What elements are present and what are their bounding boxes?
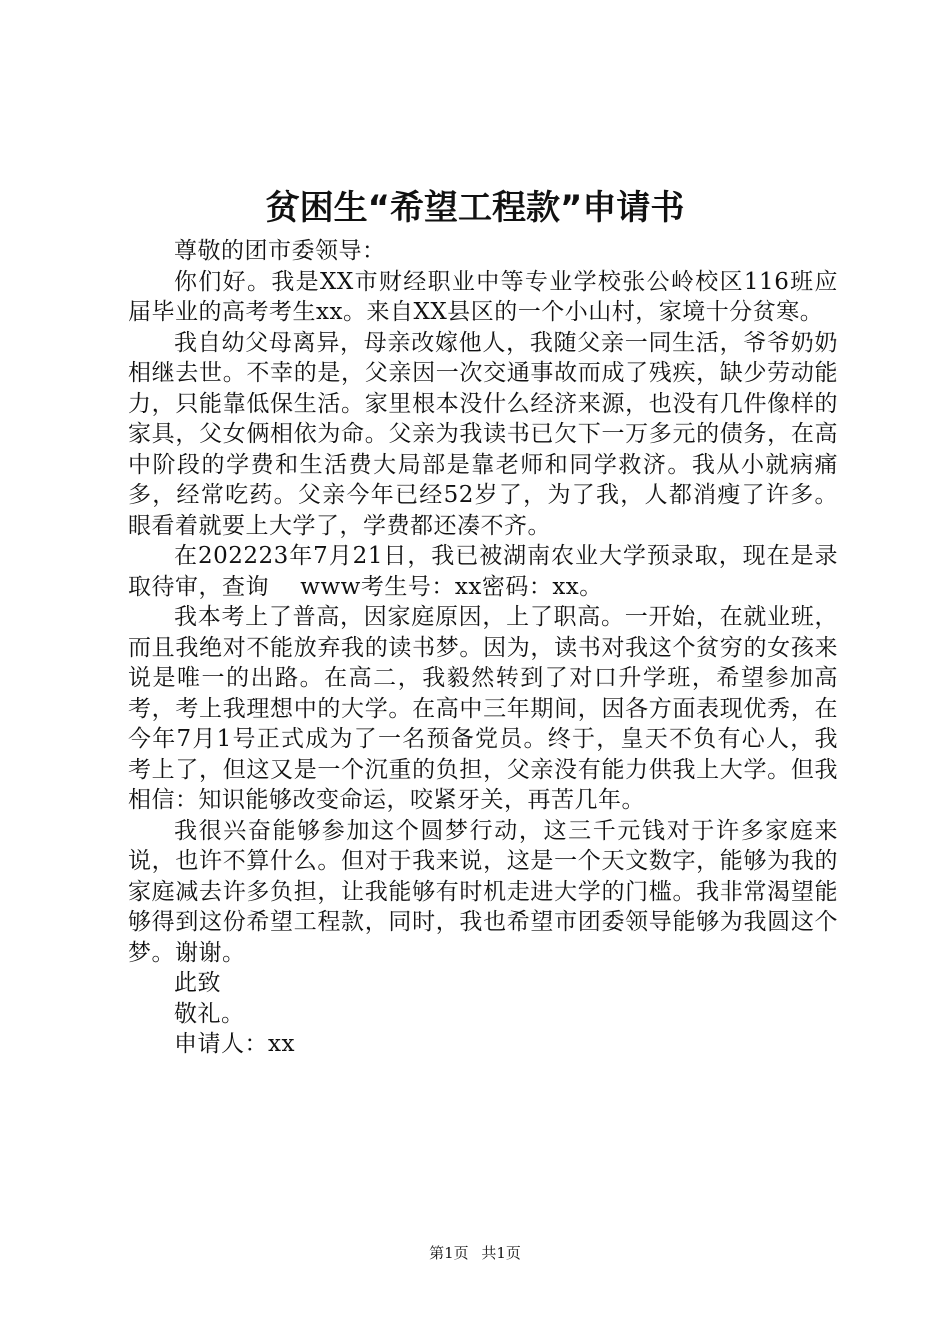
paragraph-1: 你们好。我是XX市财经职业中等专业学校张公岭校区116班应届毕业的高考考生xx。来自XX县区的一个小山村，家境十分贫寒。 — [128, 268, 838, 325]
paragraph-5: 我很兴奋能够参加这个圆梦行动，这三千元钱对于许多家庭来说，也许不算什么。但对于我来说，这是一个天文数字，能够为我的家庭减去许多负担，让我能够有时机走进大学的门槛。我非常渴望能够得到这份希望工程款，同时，我也希望市团委领导能够为我圆这个梦。谢谢。 — [128, 817, 838, 966]
salutation: 尊敬的团市委领导： — [174, 238, 386, 264]
paragraph-3: 在202223年7月21日，我已被湖南农业大学预录取，现在是录取待审，查询 www考生号：xx密码：xx。 — [128, 543, 838, 600]
page-number-total: 共1页 — [481, 1244, 521, 1262]
closing-line-2: 敬礼。 — [174, 1000, 245, 1027]
page-footer — [0, 1243, 950, 1263]
paragraph-2: 我自幼父母离异，母亲改嫁他人，我随父亲一同生活，爷爷奶奶相继去世。不幸的是，父亲因一次交通事故而成了残疾，缺少劳动能力，只能靠低保生活。家里根本没什么经济来源，也没有几件像样的家具，父女俩相依为命。父亲为我读书已欠下一万多元的债务，在高中阶段的学费和生活费大局部是靠老师和同学救济。我从小就病痛多，经常吃药。父亲今年已经52岁了，为了我，人都消瘦了许多。眼看着就要上大学了，学费都还凑不齐。 — [128, 329, 838, 539]
signature: 申请人：xx — [174, 1031, 295, 1057]
page-number-current: 第1页 — [429, 1244, 469, 1262]
document-title: 贫困生“希望工程款”申请书 — [265, 188, 685, 228]
document-body — [128, 236, 838, 1060]
paragraph-4: 我本考上了普高，因家庭原因，上了职高。一开始，在就业班，而且我绝对不能放弃我的读书梦。因为，读书对我这个贫穷的女孩来说是唯一的出路。在高二，我毅然转到了对口升学班，希望参加高考，考上我理想中的大学。在高中三年期间，因各方面表现优秀，在今年7月1号正式成为了一名预备党员。终于，皇天不负有心人，我考上了，但这又是一个沉重的负担，父亲没有能力供我上大学。但我相信：知识能够改变命运，咬紧牙关，再苦几年。 — [128, 604, 838, 813]
closing-line-1: 此致 — [174, 970, 221, 996]
